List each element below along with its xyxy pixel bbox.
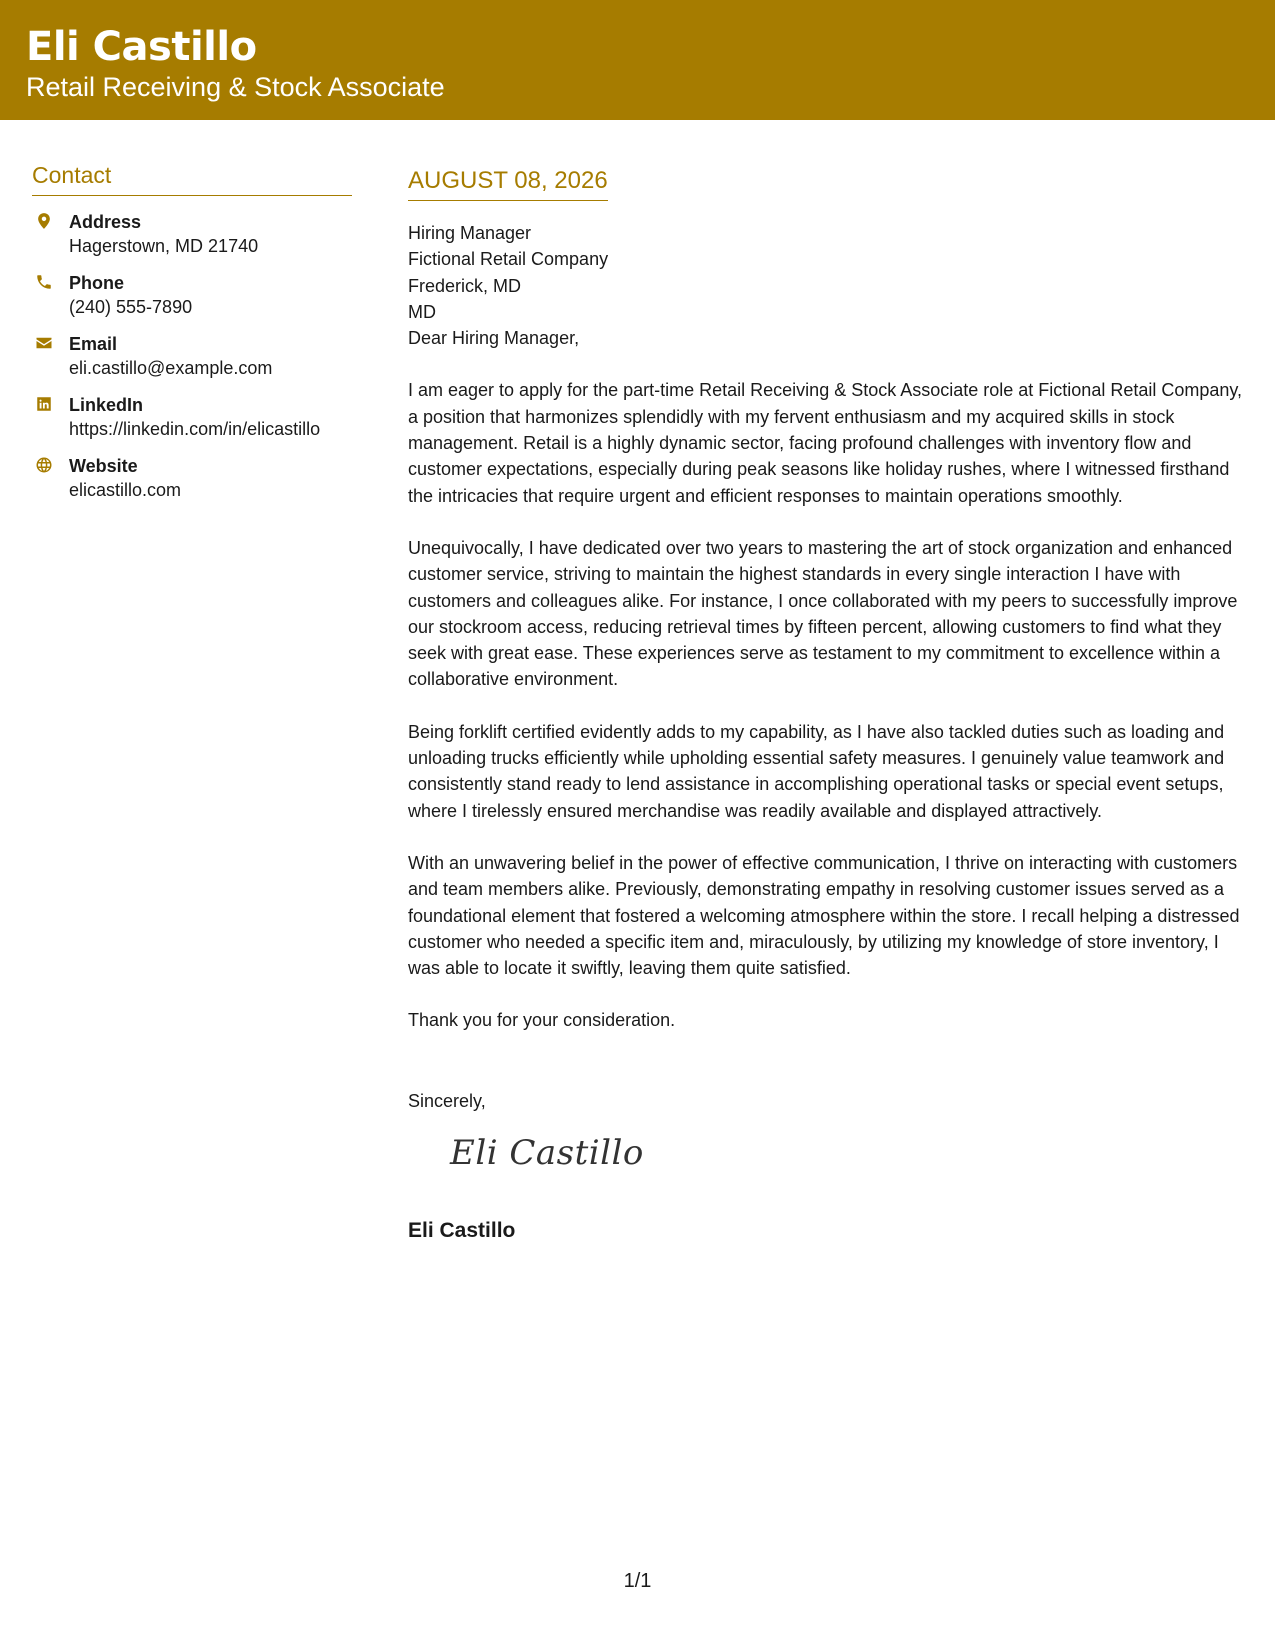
salutation: Dear Hiring Manager,	[408, 328, 580, 349]
contact-label: Address	[69, 212, 142, 232]
globe-icon	[35, 456, 55, 478]
recipient-line: Frederick, MD	[408, 275, 522, 296]
body-paragraph: Being forklift certified evidently adds to my capability, as I have also tackled duties such as loading and unloading trucks efficiently while upholding essential safety measures. I genuinely value teamwork and consistently stand ready to lend assistance in accomplishing operational tasks or special event setups, where I tirelessly ensured merchandise was readily available and displayed attractively.	[408, 721, 1225, 821]
contact-address	[32, 210, 352, 259]
contact-label: Email	[69, 334, 118, 354]
contact-label: Website	[69, 456, 138, 476]
contact-value: (240) 555-7890	[69, 297, 193, 317]
contact-sidebar	[32, 162, 352, 515]
body-paragraph: With an unwavering belief in the power of effective communication, I thrive on interacting with customers and team members alike. Previously, demonstrating empathy in resolving customer issues served as a foundational element that fostered a welcoming atmosphere within the store. I recall helping a distressed customer who needed a specific item and, miraculously, by utilizing my knowledge of store inventory, I was able to locate it swiftly, leaving them quite satisfied.	[408, 852, 1240, 979]
contact-website	[32, 454, 352, 503]
recipient-line: Fictional Retail Company	[408, 249, 609, 270]
contact-email	[32, 332, 352, 381]
contact-linkedin	[32, 393, 352, 442]
contact-label: Phone	[69, 273, 125, 293]
closing: Sincerely,	[408, 1090, 486, 1111]
signer-name: Eli Castillo	[408, 1219, 516, 1243]
applicant-role: Retail Receiving & Stock Associate	[26, 72, 445, 102]
recipient-line: Hiring Manager	[408, 223, 532, 243]
letter-header	[0, 0, 1275, 120]
recipient-block	[408, 220, 1248, 325]
body-paragraph: I am eager to apply for the part-time Retail Receiving & Stock Associate role at Fictional Retail Company, a position that harmonizes splendidly with my fervent enthusiasm and my acquired skills in stock management. Retail is a highly dynamic sector, facing profound challenges with inventory flow and customer expectations, especially during peak seasons like holiday rushes, where I witnessed firsthand the intricacies that require urgent and efficient responses to maintain operations smoothly.	[408, 380, 1243, 506]
signature-image: Eli Castillo	[450, 1133, 644, 1174]
map-pin-icon	[35, 212, 55, 234]
contact-value: https://linkedin.com/in/elicastillo	[69, 419, 321, 439]
envelope-icon	[35, 334, 55, 356]
contact-phone	[32, 271, 352, 320]
body-paragraph: Thank you for your consideration.	[408, 1010, 676, 1031]
body-paragraph: Unequivocally, I have dedicated over two years to mastering the art of stock organization and enhanced customer service, striving to maintain the highest standards in every single interaction I have with customers and colleagues alike. For instance, I once collaborated with my peers to successfully improve our stockroom access, reducing retrieval times by fifteen percent, allowing customers to find what they seek with great ease. These experiences serve as testament to my commitment to excellence within a collaborative environment.	[408, 537, 1238, 690]
letter-body	[408, 166, 1248, 1244]
contact-label: LinkedIn	[69, 395, 144, 415]
letter-date: AUGUST 08, 2026	[408, 166, 608, 201]
applicant-name: Eli Castillo	[26, 24, 257, 70]
contact-value: Hagerstown, MD 21740	[69, 236, 259, 256]
contact-section-title: Contact	[32, 162, 352, 196]
phone-icon	[35, 273, 55, 295]
recipient-line: MD	[408, 301, 436, 322]
contact-value: eli.castillo@example.com	[69, 358, 273, 378]
contact-value: elicastillo.com	[69, 480, 182, 500]
linkedin-icon	[35, 395, 55, 417]
page-number: 1/1	[623, 1570, 652, 1592]
